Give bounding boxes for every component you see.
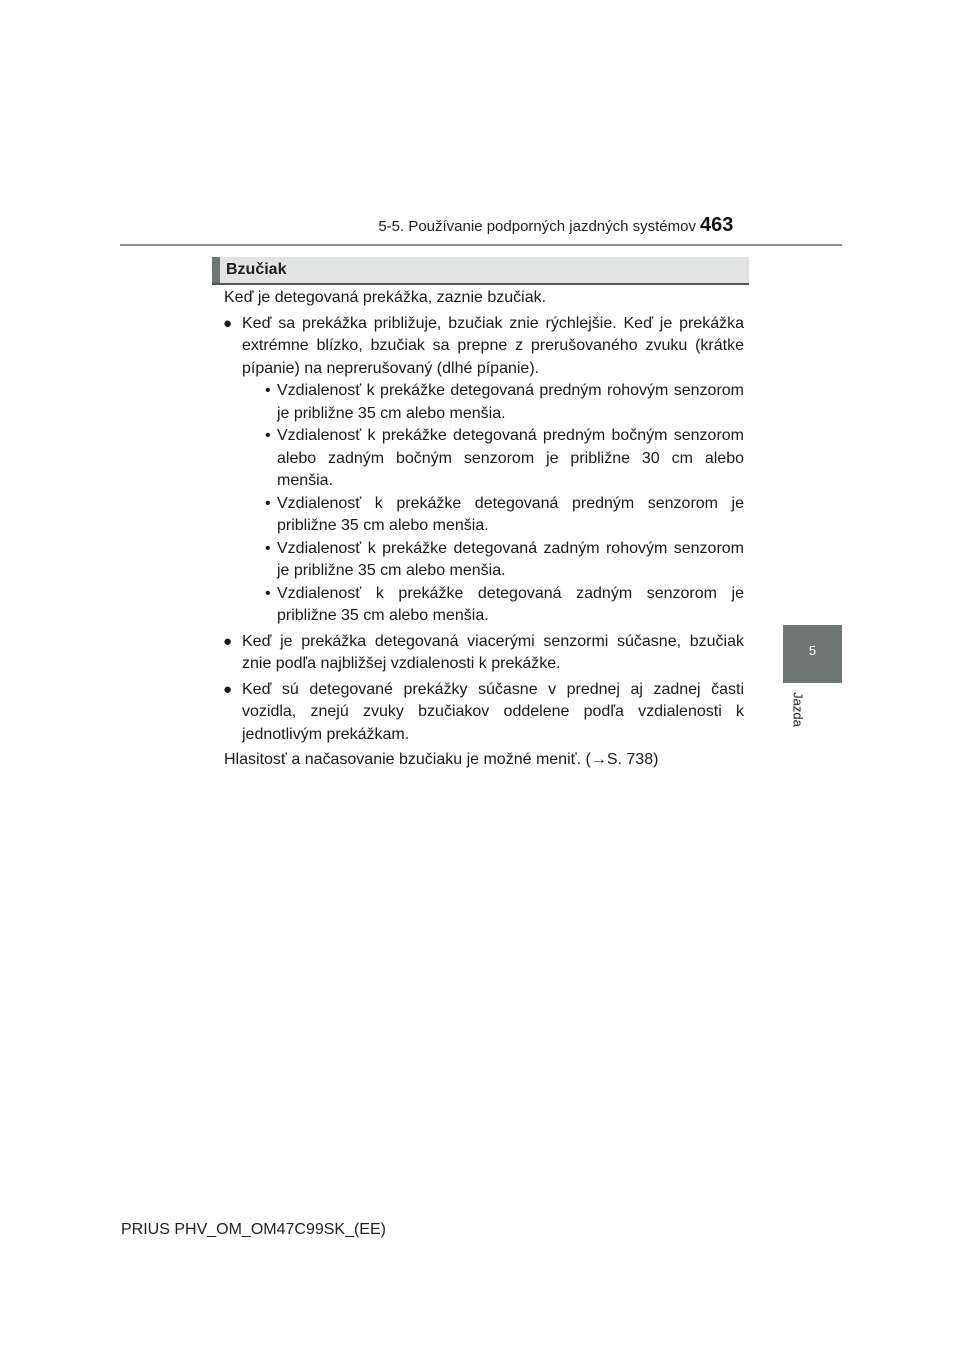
sub-bullet-icon: •	[265, 539, 271, 557]
page-number: 463	[700, 214, 734, 236]
bullet-item	[224, 679, 744, 747]
sub-bullet-icon: •	[265, 427, 271, 444]
chapter-tab	[783, 625, 842, 683]
sub-item	[242, 538, 744, 583]
sub-item	[242, 425, 744, 493]
bullet-item	[224, 631, 744, 676]
chapter-number: 5	[808, 643, 817, 658]
bullet-text: Keď sú detegované prekážky súčasne v prednej aj zadnej časti vozidla, znejú zvuky bzučiakov oddelene podľa vzdialenosti k jednotlivým prekážkam.	[242, 680, 744, 743]
intro-paragraph: Keď je detegovaná prekážka, zaznie bzučiak.	[224, 289, 547, 306]
section-title: Bzučiak	[226, 261, 287, 278]
heading-accent-bar	[212, 257, 220, 283]
bullet-dot-icon: ●	[223, 314, 233, 332]
chapter-title: Jazda	[790, 692, 806, 727]
bullet-text: Keď je prekážka detegovaná viacerými senzormi súčasne, bzučiak znie podľa najbližšej vzdialenosti k prekážke.	[242, 632, 744, 672]
body-text	[224, 287, 744, 772]
sub-item-text: Vzdialenosť k prekážke detegovaná predným bočným senzorom alebo zadným bočným senzorom je približne 30 cm alebo menšia.	[277, 427, 744, 489]
sub-item-text: Vzdialenosť k prekážke detegovaná predným senzorom je približne 35 cm alebo menšia.	[277, 494, 744, 534]
running-header: 5-5. Používanie podporných jazdných systémov	[378, 218, 696, 235]
bullet-dot-icon: ●	[223, 680, 233, 698]
bullet-dot-icon: ●	[223, 632, 233, 650]
section-heading	[212, 257, 749, 285]
document-footer: PRIUS PHV_OM_OM47C99SK_(EE)	[121, 1221, 386, 1238]
sub-item	[242, 493, 744, 538]
outro-paragraph: Hlasitosť a načasovanie bzučiaku je možné meniť. (→S. 738)	[224, 751, 659, 768]
bullet-text: Keď sa prekážka približuje, bzučiak znie rýchlejšie. Keď je prekážka extrémne blízko, bzučiak sa prepne z prerušovaného zvuku (krátke pípanie) na neprerušovaný (dlhé pípanie).	[242, 314, 744, 377]
sub-item-text: Vzdialenosť k prekážke detegovaná predným rohovým senzorom je približne 35 cm alebo menšia.	[277, 382, 744, 422]
sub-item	[242, 583, 744, 628]
chapter-label	[786, 690, 806, 730]
bullet-item	[224, 313, 744, 628]
sub-item-text: Vzdialenosť k prekážke detegovaná zadným rohovým senzorom je približne 35 cm alebo menšia.	[277, 539, 744, 579]
sub-bullet-icon: •	[265, 584, 271, 602]
sub-bullet-icon: •	[265, 382, 271, 399]
sub-item-text: Vzdialenosť k prekážke detegovaná zadným senzorom je približne 35 cm alebo menšia.	[277, 584, 744, 624]
sub-bullet-icon: •	[265, 494, 271, 512]
sub-list	[242, 380, 744, 628]
header-divider	[120, 244, 842, 246]
sub-item	[242, 380, 744, 425]
